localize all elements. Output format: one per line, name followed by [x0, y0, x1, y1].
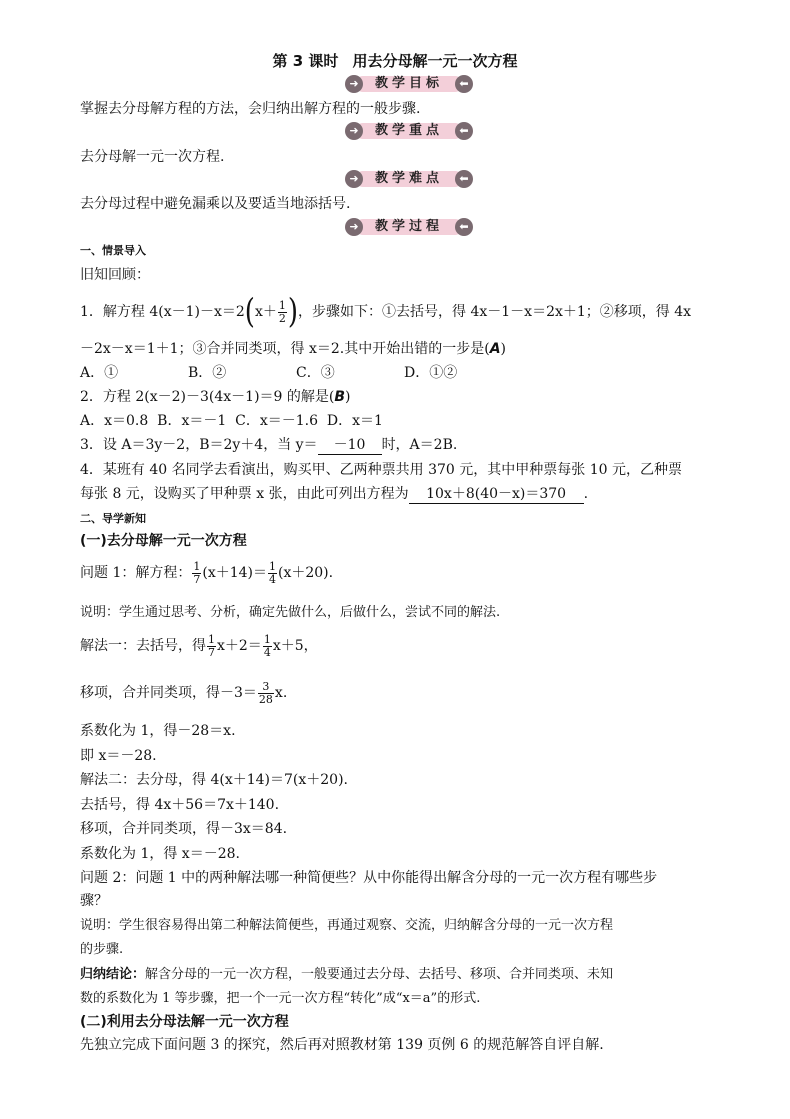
question-4-line2: 每张 8 元，设购买了甲种票 x 张，由此可列出方程为 10x＋8(40－x)＝370 . [80, 486, 589, 502]
banner-label: 教学重点 [374, 123, 443, 138]
note-1: 说明：学生通过思考、分析，确定先做什么，后做什么，尝试不同的解法. [80, 605, 501, 620]
banner-difficulty [345, 170, 473, 188]
arrow-left-icon: ⬅ [455, 170, 473, 188]
answer-q1: A [489, 341, 501, 357]
goal-text: 掌握去分母解方程的方法，会归纳出解方程的一般步骤. [80, 101, 421, 117]
method-1-step2: 移项，合并同类项，得－3＝ $\frac{3}{28}$ x. [80, 679, 288, 706]
problem-2: 问题 2：问题 1 中的两种解法哪一种简便些？从中你能得出解含分母的一元一次方程有哪些步 [80, 870, 658, 886]
lesson-topic: 用去分母解一元一次方程 [352, 52, 518, 70]
question-2-options: A．x＝0.8 B．x＝－1 C．x＝－1.6 D．x＝1 [80, 413, 383, 429]
problem-1: 问题 1：解方程： $\frac{1}{7}$ (x＋14)＝ $\frac{1}{4}$ (x＋20). [80, 559, 334, 586]
key-text: 去分母解一元一次方程. [80, 149, 225, 165]
arrow-right-icon: ➜ [345, 122, 363, 140]
arrow-right-icon: ➜ [345, 170, 363, 188]
method-2-step2: 去括号，得 4x＋56＝7x＋140. [80, 797, 280, 813]
question-3: 3．设 A＝3y－2，B＝2y＋4，当 y＝ －10 时，A＝2B. [80, 437, 458, 453]
method-2-step4: 系数化为 1，得 x＝－28. [80, 846, 240, 862]
question-1: 1．解方程 4(x－1)－x＝2(x＋ $\frac{1}{2}$ )，步骤如下：①去括号，得 4x－1－x＝2x＋1；②移项，得 4x [80, 292, 692, 332]
fraction: $\frac{1}{2}$ [278, 298, 286, 325]
fraction: $\frac{3}{28}$ [258, 679, 273, 706]
fraction: $\frac{1}{7}$ [208, 632, 215, 659]
arrow-right-icon: ➜ [345, 218, 363, 236]
banner-label: 教学过程 [374, 219, 443, 234]
method-1-step1: 解法一：去括号，得 $\frac{1}{7}$ x＋2＝ $\frac{1}{4}$ x＋5， [80, 632, 318, 659]
option-a: A．① [80, 365, 119, 381]
note-2-line2: 的步骤. [80, 942, 124, 957]
final-instruction: 先独立完成下面问题 3 的探究，然后再对照教材第 139 页例 6 的规范解答自评自解. [80, 1037, 604, 1053]
note-2: 说明：学生很容易得出第二种解法简便些，再通过观察、交流，归纳解含分母的一元一次方程 [80, 918, 614, 933]
option-b: B．② [188, 365, 227, 381]
question-4: 4．某班有 40 名同学去看演出，购买甲、乙两种票共用 370 元，其中甲种票每张 10 元，乙种票 [80, 462, 682, 478]
method-2-step3: 移项，合并同类项，得－3x＝84. [80, 821, 288, 837]
question-1-options [80, 364, 457, 382]
arrow-left-icon: ⬅ [455, 218, 473, 236]
conclusion-line2: 数的系数化为 1 等步骤，把一个一元一次方程“转化”成“x＝a”的形式. [80, 991, 481, 1006]
answer-q3: －10 [318, 436, 382, 455]
arrow-right-icon: ➜ [345, 75, 363, 93]
question-2: 2．方程 2(x－2)－3(4x－1)＝9 的解是(B) [80, 389, 351, 405]
method-2-step1: 解法二：去分母，得 4(x＋14)＝7(x＋20). [80, 772, 348, 788]
banner-process [345, 218, 473, 236]
banner-label: 教学难点 [374, 171, 443, 186]
problem-2-line2: 骤？ [80, 893, 108, 909]
arrow-left-icon: ⬅ [455, 122, 473, 140]
lesson-title [0, 50, 790, 71]
conclusion: 归纳结论：解含分母的一元一次方程，一般要通过去分母、去括号、移项、合并同类项、未知 [80, 967, 614, 982]
heading-intro: 一、情景导入 [80, 244, 146, 257]
conclusion-label: 归纳结论： [80, 967, 146, 982]
heading-new: 二、导学新知 [80, 512, 146, 525]
fraction: $\frac{1}{7}$ [193, 559, 201, 586]
subheading-2: (二)利用去分母法解一元一次方程 [80, 1014, 289, 1030]
difficulty-text: 去分母过程中避免漏乘以及要适当地添括号. [80, 196, 351, 212]
banner-key [345, 122, 473, 140]
fraction: $\frac{1}{4}$ [263, 632, 271, 659]
question-1-line2: －2x－x＝1＋1；③合并同类项，得 x＝2.其中开始出错的一步是(A) [80, 341, 506, 357]
option-c: C．③ [296, 365, 335, 381]
option-d: D．①② [404, 365, 458, 381]
banner-label: 教学目标 [374, 76, 443, 91]
review-label: 旧知回顾： [80, 267, 150, 283]
answer-q2: B [334, 389, 346, 405]
banner-goal [345, 75, 473, 93]
arrow-left-icon: ⬅ [455, 75, 473, 93]
subheading-1: (一)去分母解一元一次方程 [80, 533, 247, 549]
method-1-step4: 即 x＝－28. [80, 748, 157, 764]
method-1-step3: 系数化为 1，得－28＝x. [80, 723, 236, 739]
lesson-number: 第 3 课时 [272, 52, 339, 70]
answer-q4: 10x＋8(40－x)＝370 [409, 485, 584, 504]
fraction: $\frac{1}{4}$ [269, 559, 276, 586]
